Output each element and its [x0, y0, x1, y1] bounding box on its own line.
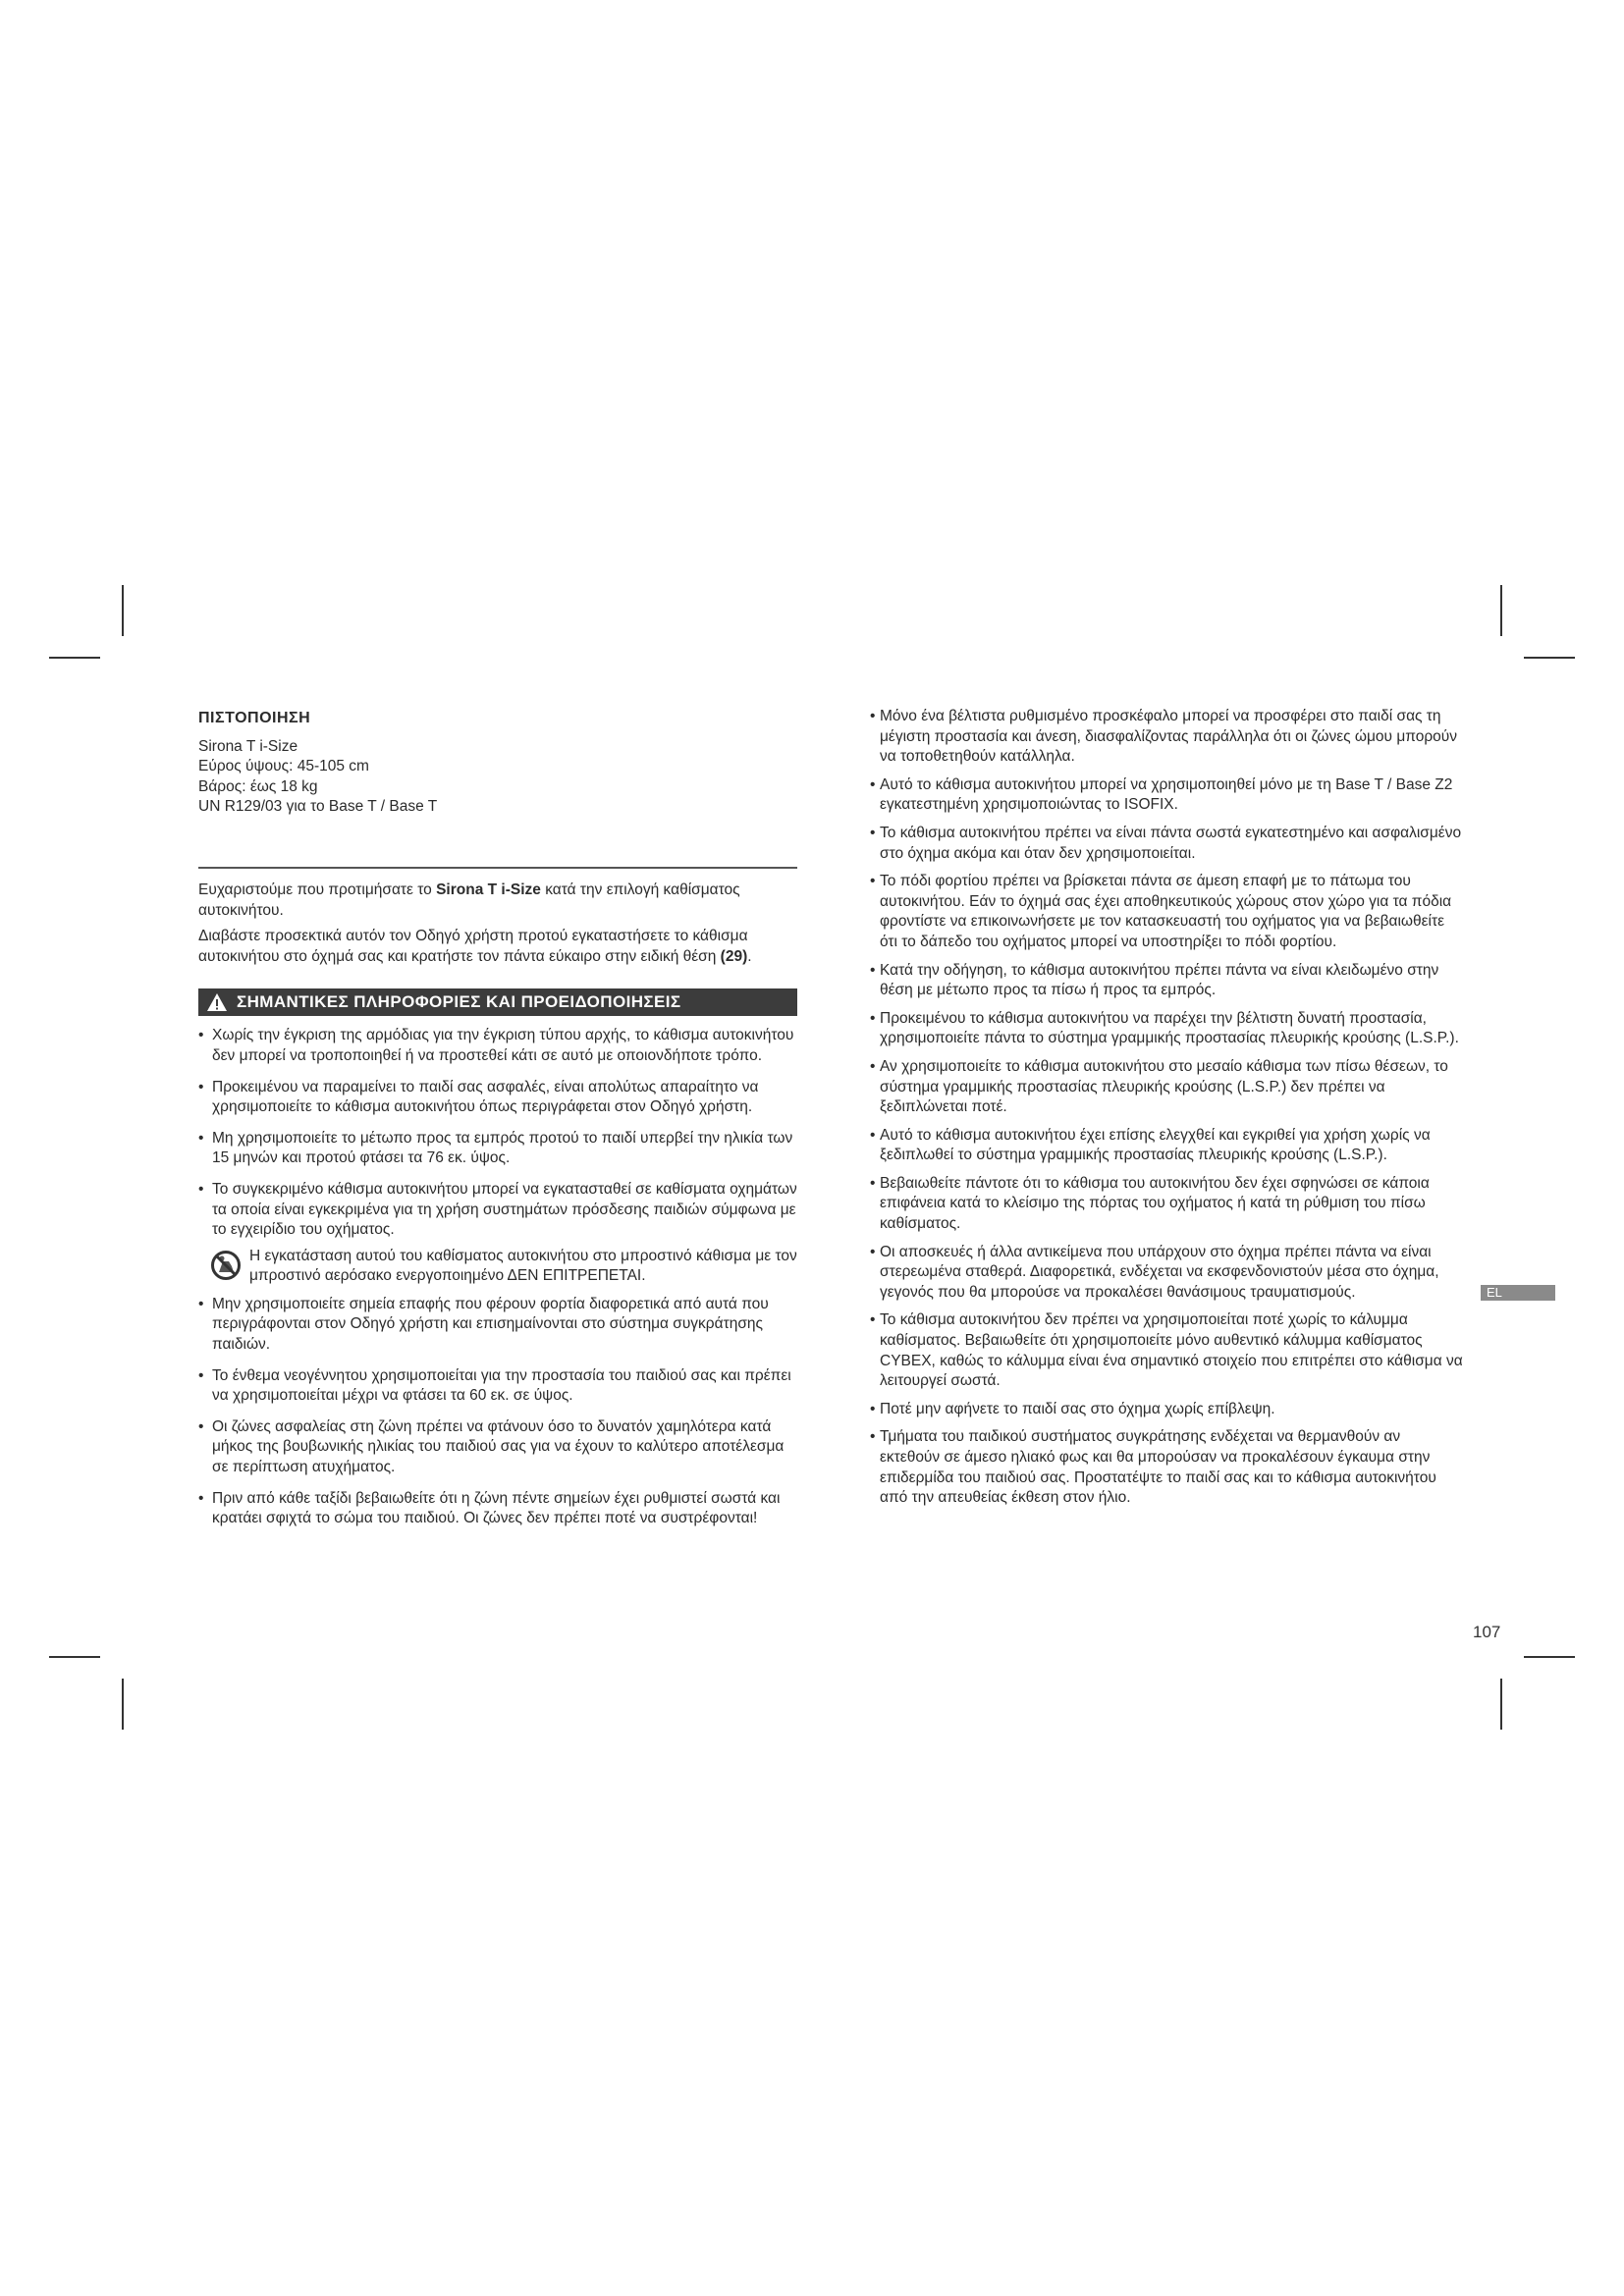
warning-list-right [874, 707, 1463, 1509]
intro-paragraph: Ευχαριστούμε που προτιμήσατε το Sirona T i-Size κατά την επιλογή καθίσματος αυτοκινήτου. [198, 881, 740, 919]
list-item: • Το πόδι φορτίου πρέπει να βρίσκεται πάντα σε άμεση επαφή με το πάτωμα του αυτοκινήτου. Εάν το όχημά σας έχει αποθηκευτικούς χώρους στον χώρο για τα πόδια φροντίστε να επικοινωνήσετε με τον κατασκευαστή του οχήματος για να βεβαιωθείτε ότι το δάπεδο του οχήματος μπορεί να υποστηρίξει το πόδι φορτίου. [874, 872, 1463, 952]
airbag-note-text: Η εγκατάσταση αυτού του καθίσματος αυτοκινήτου στο μπροστινό κάθισμα με τον μπροστινό αερόσακο ενεργοποιημένο ΔΕΝ ΕΠΙΤΡΕΠΕΤΑΙ. [249, 1247, 797, 1285]
certification-title: ΠΙΣΤΟΠΟΙΗΣΗ [198, 710, 311, 726]
cert-standard: UN R129/03 για το Base T / Base T [198, 798, 438, 816]
crop-mark [49, 1656, 100, 1658]
list-item: • Κατά την οδήγηση, το κάθισμα αυτοκινήτου πρέπει πάντα να είναι κλειδωμένο στην θέση με μέτωπο προς τα πίσω ή προς τα εμπρός. [874, 961, 1463, 1001]
left-column [198, 709, 797, 1540]
crop-mark [1524, 657, 1575, 659]
list-item: • Χωρίς την έγκριση της αρμόδιας για την έγκριση τύπου αρχής, το κάθισμα αυτοκινήτου δεν μπορεί να τροποποιηθεί ή να προστεθεί κάτι σε αυτό με οποιονδήποτε τρόπο. [198, 1026, 797, 1066]
intro-read-paragraph: Διαβάστε προσεκτικά αυτόν τον Οδηγό χρήστη προτού εγκαταστήσετε το κάθισμα αυτοκινήτου στο όχημά σας και κρατήστε τον πάντα εύκαιρο στην ειδική θέση (29). [198, 928, 752, 965]
list-item: • Τμήματα του παιδικού συστήματος συγκράτησης ενδέχεται να θερμανθούν αν εκτεθούν σε άμεσο ηλιακό φως και θα μπορούσαν να προκαλέσουν έγκαυμα στην επιδερμίδα του παιδιού σας. Προστατέψτε το παιδί σας και το κάθισμα αυτοκινήτου από την απευθείας έκθεση στον ήλιο. [874, 1427, 1463, 1508]
warning-list-b [198, 1295, 797, 1529]
airbag-note [198, 1247, 797, 1287]
storage-reference: (29) [720, 947, 748, 965]
list-item: • Οι ζώνες ασφαλείας στη ζώνη πρέπει να φτάνουν όσο το δυνατόν χαμηλότερα κατά μήκος της βουβωνικής ηλικίας του παιδιού σας για να έχουν το καλύτερο αποτέλεσμα σε περίπτωση ατυχήματος. [198, 1417, 797, 1478]
list-item: • Μόνο ένα βέλτιστα ρυθμισμένο προσκέφαλο μπορεί να προσφέρει στο παιδί σας τη μέγιστη προστασία και άνεση, διασφαλίζοντας παράλληλα ότι οι ζώνες ώμου μπορούν να τοποθετηθούν κατάλληλα. [874, 707, 1463, 768]
warning-title: ΣΗΜΑΝΤΙΚΕΣ ΠΛΗΡΟΦΟΡΙΕΣ ΚΑΙ ΠΡΟΕΙΔΟΠΟΙΗΣΕΙΣ [237, 992, 681, 1012]
language-tab: EL [1481, 1285, 1555, 1301]
page-number: 107 [1473, 1623, 1501, 1641]
crop-mark [1500, 585, 1502, 636]
list-item: • Ποτέ μην αφήνετε το παιδί σας στο όχημα χωρίς επίβλεψη. [874, 1400, 1463, 1420]
list-item: • Αυτό το κάθισμα αυτοκινήτου έχει επίσης ελεγχθεί και εγκριθεί για χρήση χωρίς να ξεδιπλωθεί το σύστημα γραμμικής προστασίας πλευρικής κρούσης (L.S.P.). [874, 1126, 1463, 1166]
list-item: • Αν χρησιμοποιείτε το κάθισμα αυτοκινήτου στο μεσαίο κάθισμα των πίσω θέσεων, το σύστημα γραμμικής προστασίας πλευρικής κρούσης (L.S.P.) δεν πρέπει να ξεδιπλώνεται ποτέ. [874, 1057, 1463, 1118]
list-item: • Προκειμένου να παραμείνει το παιδί σας ασφαλές, είναι απολύτως απαραίτητο να χρησιμοποιείτε το κάθισμα αυτοκινήτου όπως περιγράφεται στον Οδηγό χρήστη. [198, 1078, 797, 1118]
list-item: • Μη χρησιμοποιείτε το μέτωπο προς τα εμπρός προτού το παιδί υπερβεί την ηλικία των 15 μηνών και προτού φτάσει τα 76 εκ. ύψος. [198, 1129, 797, 1169]
cert-height-range: Εύρος ύψους: 45-105 cm [198, 758, 369, 775]
product-name: Sirona T i-Size [436, 881, 541, 898]
warning-triangle-icon [206, 992, 228, 1012]
warning-header [198, 988, 797, 1016]
list-item: • Το κάθισμα αυτοκινήτου πρέπει να είναι πάντα σωστά εγκατεστημένο και ασφαλισμένο στο όχημα ακόμα και όταν δεν χρησιμοποιείται. [874, 824, 1463, 864]
list-item: • Μην χρησιμοποιείτε σημεία επαφής που φέρουν φορτία διαφορετικά από αυτά που περιγράφονται στον Οδηγό χρήστη και επισημαίνονται στο σύστημα συγκράτησης παιδιών. [198, 1295, 797, 1356]
list-item: • Πριν από κάθε ταξίδι βεβαιωθείτε ότι η ζώνη πέντε σημείων έχει ρυθμιστεί σωστά και κρατάει σφιχτά το σώμα του παιδιού. Οι ζώνες δεν πρέπει ποτέ να συστρέφονται! [198, 1489, 797, 1529]
crop-mark [1524, 1656, 1575, 1658]
list-item: • Αυτό το κάθισμα αυτοκινήτου μπορεί να χρησιμοποιηθεί μόνο με τη Base T / Base Z2 εγκατεστημένη χρησιμοποιώντας το ISOFIX. [874, 775, 1463, 816]
cert-weight: Βάρος: έως 18 kg [198, 777, 318, 795]
list-item: • Το ένθεμα νεογέννητου χρησιμοποιείται για την προστασία του παιδιού σας και πρέπει να χρησιμοποιείται μέχρι να φτάσει τα 60 εκ. σε ύψος. [198, 1366, 797, 1407]
crop-mark [122, 1679, 124, 1730]
no-airbag-prohibition-icon [210, 1250, 242, 1281]
right-column [874, 707, 1463, 1517]
list-item: • Βεβαιωθείτε πάντοτε ότι το κάθισμα του αυτοκινήτου δεν έχει σφηνώσει σε κάποια επιφάνεια κατά το κλείσιμο της πόρτας του οχήματος ή κατά τη ρύθμιση του πίσω καθίσματος. [874, 1174, 1463, 1235]
crop-mark [122, 585, 124, 636]
list-item: • Προκειμένου το κάθισμα αυτοκινήτου να παρέχει την βέλτιστη δυνατή προστασία, χρησιμοποιείτε πάντα το σύστημα γραμμικής προστασίας πλευρικής κρούσης (L.S.P.). [874, 1009, 1463, 1049]
list-item: • Το κάθισμα αυτοκινήτου δεν πρέπει να χρησιμοποιείται ποτέ χωρίς το κάλυμμα καθίσματος. Βεβαιωθείτε ότι χρησιμοποιείτε μόνο αυθεντικό κάλυμμα καθίσματος CYBEX, καθώς το κάλυμμα είναι ένα σημαντικό στοιχείο που επιτρέπει στο κάθισμα να λειτουργεί σωστά. [874, 1310, 1463, 1391]
section-divider [198, 867, 797, 869]
crop-mark [1500, 1679, 1502, 1730]
crop-mark [49, 657, 100, 659]
cert-product: Sirona T i-Size [198, 737, 298, 755]
list-item: • Το συγκεκριμένο κάθισμα αυτοκινήτου μπορεί να εγκατασταθεί σε καθίσματα οχημάτων τα οποία είναι εγκεκριμένα για τη χρήση συστημάτων πρόσδεσης παιδιών σύμφωνα με το εγχειρίδιο του οχήματος. [198, 1180, 797, 1241]
list-item: • Οι αποσκευές ή άλλα αντικείμενα που υπάρχουν στο όχημα πρέπει πάντα να είναι στερεωμένα σταθερά. Διαφορετικά, ενδέχεται να εκσφενδονιστούν μέσα στο όχημα, γεγονός που θα μπορούσε να προκαλέσει θανάσιμους τραυματισμούς. [874, 1243, 1463, 1304]
warning-list-a [198, 1026, 797, 1240]
certification-block [198, 709, 797, 818]
